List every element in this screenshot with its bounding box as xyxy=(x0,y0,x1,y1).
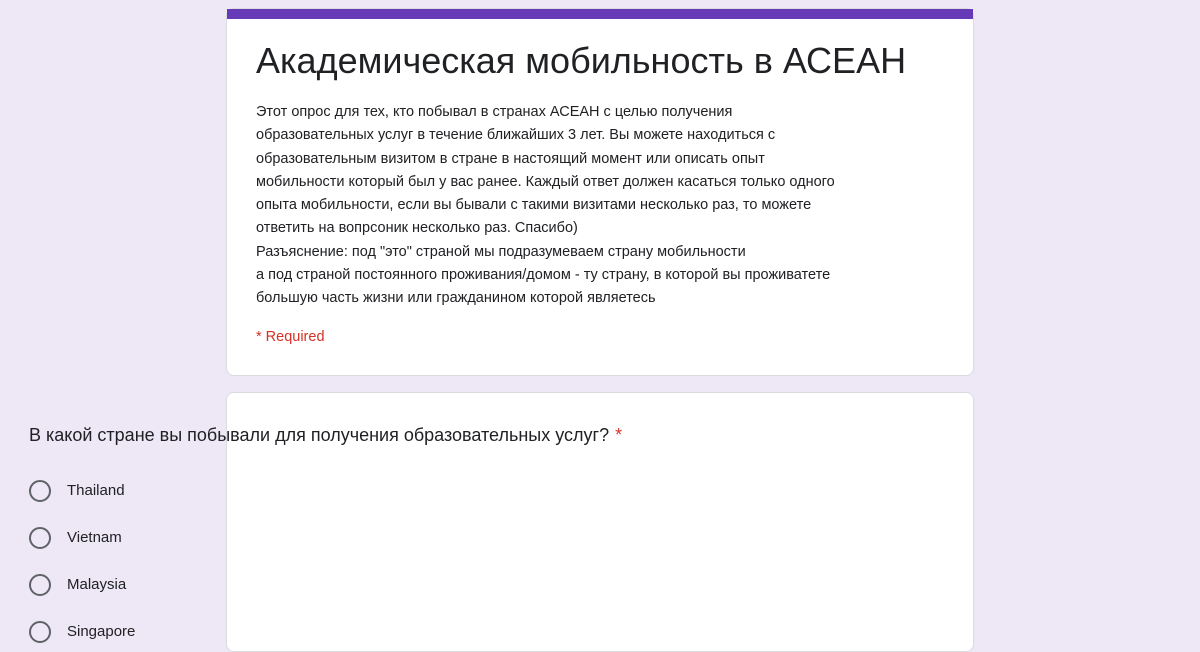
description-line: Этот опрос для тех, кто побывал в странах АСЕАН с целью получения xyxy=(256,104,733,120)
question-title xyxy=(29,421,622,449)
form-header-card xyxy=(226,8,974,376)
description-line: ответить на вопрсоник несколько раз. Спасибо) xyxy=(256,220,578,237)
description-line: мобильности который был у вас ранее. Каждый ответ должен касаться только одного xyxy=(256,173,835,190)
radio-button[interactable] xyxy=(29,527,51,549)
theme-accent-bar xyxy=(227,9,973,19)
option-label: Singapore xyxy=(67,623,136,640)
option-label: Malaysia xyxy=(67,576,127,593)
radio-option-vietnam[interactable] xyxy=(29,522,329,554)
option-label: Vietnam xyxy=(67,529,122,546)
required-asterisk: * xyxy=(615,425,623,445)
description-line: образовательным визитом в стране в настоящий момент или описать опыт xyxy=(256,150,765,167)
description-line: опыта мобильности, если вы бывали с такими визитами несколько раз, то можете xyxy=(256,197,812,214)
description-line: Разъяснение: под "это" страной мы подразумеваем страну мобильности xyxy=(256,243,746,260)
radio-option-malaysia[interactable] xyxy=(29,569,329,601)
radio-option-singapore[interactable] xyxy=(29,616,329,648)
required-note: * Required xyxy=(256,329,325,345)
radio-button[interactable] xyxy=(29,480,51,502)
description-line: большую часть жизни или гражданином которой являетесь xyxy=(256,290,656,307)
radio-button[interactable] xyxy=(29,621,51,643)
description-line: образовательных услуг в течение ближайших 3 лет. Вы можете находиться с xyxy=(256,127,776,144)
description-line: а под страной постоянного проживания/домом - ту страну, в которой вы проживатете xyxy=(256,267,831,284)
form-title: Академическая мобильность в АСЕАН xyxy=(256,40,907,81)
form-description xyxy=(256,101,956,311)
radio-option-thailand[interactable] xyxy=(29,475,329,507)
option-label: Thailand xyxy=(67,482,125,499)
question-text: В какой стране вы побывали для получения образовательных услуг? xyxy=(29,425,610,445)
radio-button[interactable] xyxy=(29,574,51,596)
